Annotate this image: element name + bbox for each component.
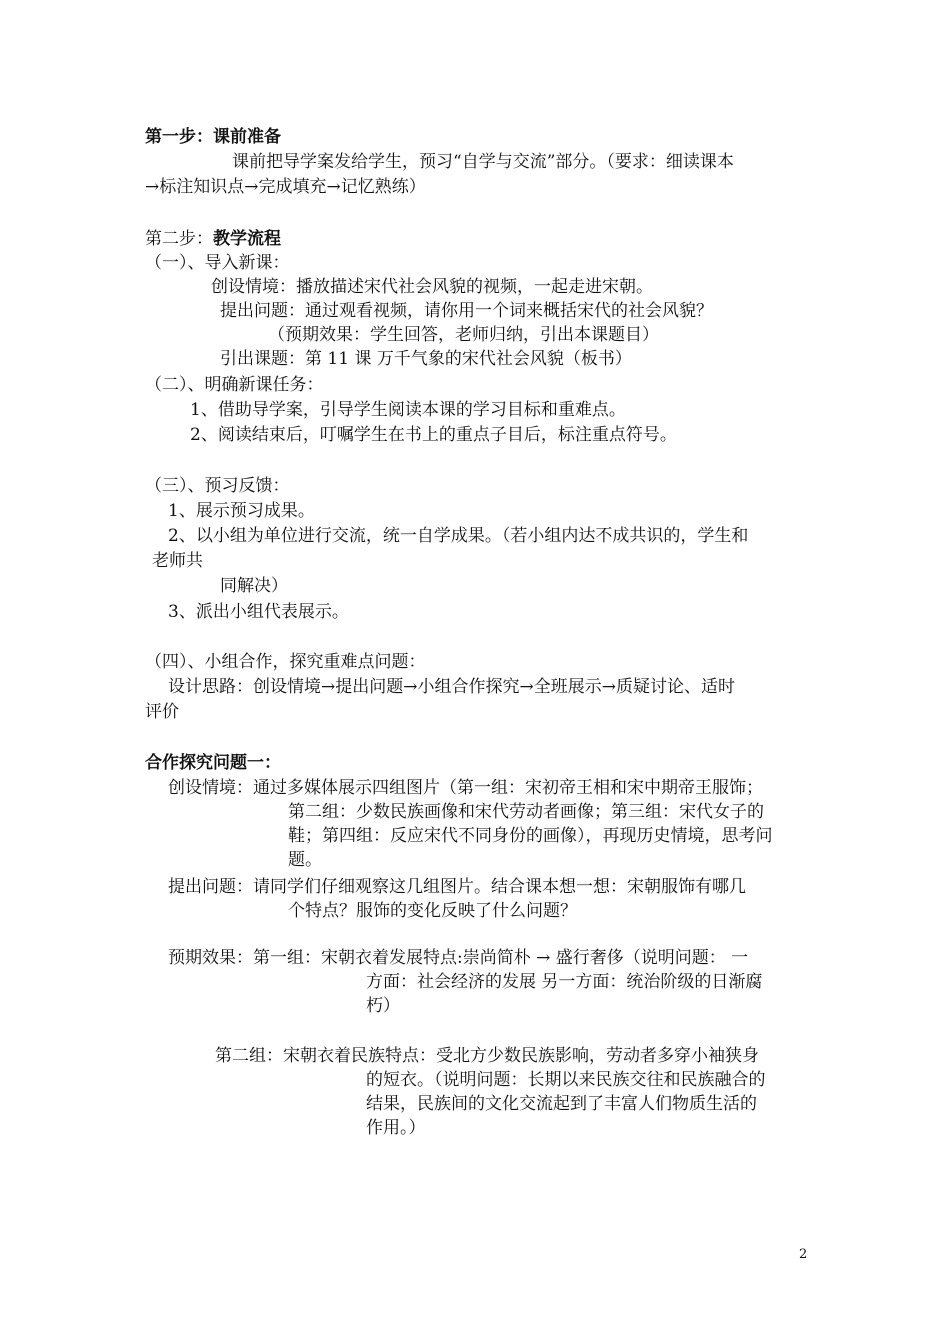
inquiry1-group2-line: 结果，民族间的文化交流起到了丰富人们物质生活的 (366, 1094, 757, 1114)
inquiry1-question-line: 提出问题：请同学们仔细观察这几组图片。结合课本想一想：宋朝服饰有哪几 (168, 877, 746, 897)
part3-line: 同解决） (220, 576, 288, 596)
step1-heading: 第一步：课前准备 (145, 127, 281, 147)
inquiry1-scenario-line: 鞋；第四组：反应宋代不同身份的画像），再现历史情境，思考问 (288, 826, 773, 846)
part1-line: （预期效果：学生回答，老师归纳，引出本课题目） (268, 325, 659, 345)
part2-line: 1、借助导学案，引导学生阅读本课的学习目标和重难点。 (190, 400, 626, 420)
part2-line: 2、阅读结束后，叮嘱学生在书上的重点子目后，标注重点符号。 (190, 425, 677, 445)
inquiry1-expected-line: 方面：社会经济的发展 另一方面：统治阶级的日渐腐 (366, 972, 763, 992)
page-number: 2 (799, 1247, 808, 1262)
part3-title: （三）、预习反馈： (145, 476, 290, 496)
part1-line: 提出问题：通过观看视频，请你用一个词来概括宋代的社会风貌？ (220, 301, 713, 321)
step1-line: →标注知识点→完成填充→记忆熟练） (145, 177, 426, 197)
part1-line: 创设情境：播放描述宋代社会风貌的视频，一起走进宋朝。 (211, 277, 653, 297)
part3-line: 老师共 (152, 551, 203, 571)
inquiry1-group2-line: 第二组：宋朝衣着民族特点：受北方少数民族影响，劳动者多穿小袖狭身 (215, 1046, 759, 1066)
part4-title: （四）、小组合作，探究重难点问题： (145, 652, 426, 672)
inquiry1-scenario-line: 题。 (288, 850, 322, 870)
part4-line: 设计思路：创设情境→提出问题→小组合作探究→全班展示→质疑讨论、适时 (168, 677, 735, 697)
inquiry1-scenario-line: 第二组：少数民族画像和宋代劳动者画像；第三组：宋代女子的 (288, 802, 764, 822)
part1-line: 引出课题：第 11 课 万千气象的宋代社会风貌（板书） (220, 349, 632, 369)
part4-line: 评价 (145, 702, 179, 722)
inquiry1-group2-line: 作用。） (366, 1118, 426, 1138)
step2-heading-title: 教学流程 (213, 229, 281, 249)
inquiry1-heading: 合作探究问题一： (145, 753, 281, 773)
inquiry1-group2-line: 的短衣。（说明问题：长期以来民族交往和民族融合的 (366, 1070, 766, 1090)
inquiry1-question-line: 个特点？服饰的变化反映了什么问题？ (288, 901, 577, 921)
step2-heading (145, 227, 281, 251)
part1-title: （一）、导入新课： (145, 253, 290, 273)
inquiry1-expected-line: 朽） (366, 996, 400, 1016)
step1-line: 课前把导学案发给学生，预习“自学与交流”部分。（要求：细读课本 (232, 152, 734, 172)
part3-line: 3、派出小组代表展示。 (168, 602, 349, 622)
step2-heading-label: 第二步： (145, 229, 213, 249)
inquiry1-expected-line: 预期效果：第一组：宋朝衣着发展特点:崇尚简朴 → 盛行奢侈（说明问题： 一 (168, 948, 749, 968)
part3-line: 2、以小组为单位进行交流，统一自学成果。（若小组内达不成共识的，学生和 (168, 526, 749, 546)
part2-title: （二）、明确新课任务： (145, 375, 324, 395)
inquiry1-scenario-line: 创设情境：通过多媒体展示四组图片（第一组：宋初帝王相和宋中期帝王服饰； (168, 778, 763, 798)
part3-line: 1、展示预习成果。 (168, 501, 315, 521)
